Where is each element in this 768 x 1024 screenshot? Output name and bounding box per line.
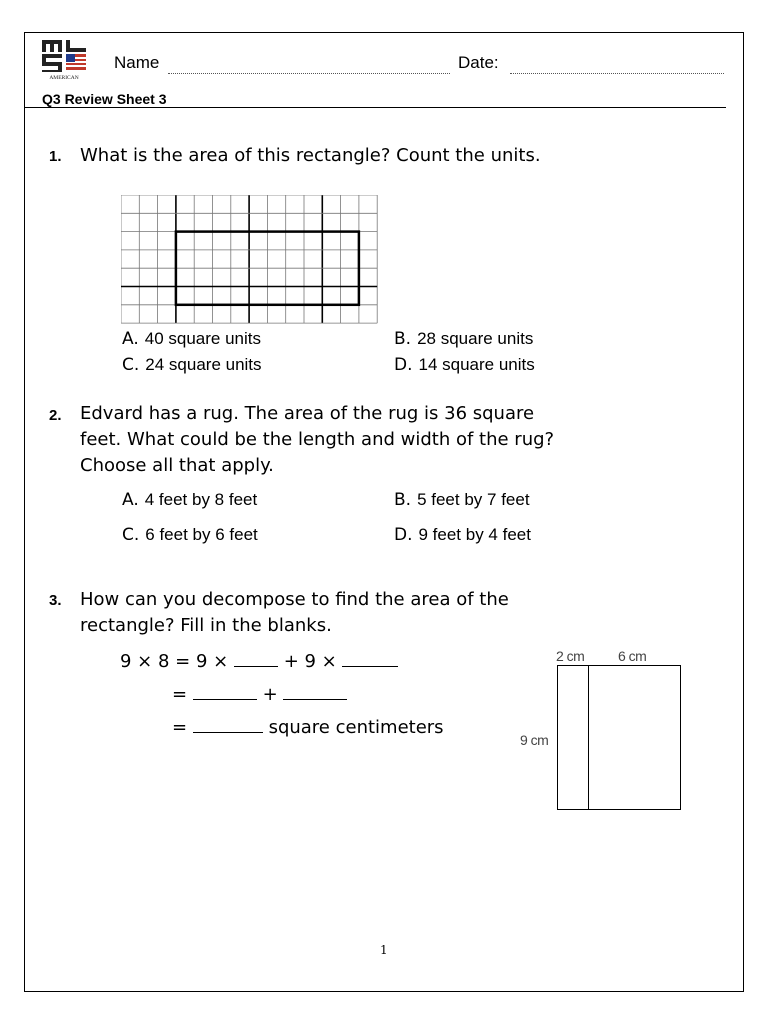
question-1-number: 1. bbox=[49, 148, 62, 165]
question-2-text-line-1: Edvard has a rug. The area of the rug is 36 square bbox=[80, 403, 535, 424]
blank-3[interactable] bbox=[193, 683, 257, 700]
area-grid-figure bbox=[121, 195, 379, 325]
logo-subtext: AMERICAN bbox=[49, 75, 79, 80]
choice-letter: B. bbox=[394, 329, 412, 349]
question-3-text-line-1: How can you decompose to find the area of the bbox=[80, 589, 509, 610]
name-field-line[interactable] bbox=[168, 73, 450, 74]
choice-letter: C. bbox=[122, 525, 140, 545]
height-label-9cm: 9 cm bbox=[520, 732, 549, 748]
question-2-choice-c[interactable] bbox=[122, 525, 258, 545]
choice-text: 9 feet by 4 feet bbox=[418, 525, 531, 544]
question-1-text: What is the area of this rectangle? Count the units. bbox=[80, 145, 541, 166]
name-label: Name bbox=[114, 53, 160, 72]
choice-text: 6 feet by 6 feet bbox=[145, 525, 258, 544]
header-divider bbox=[24, 107, 726, 108]
mls-american-logo bbox=[40, 36, 88, 80]
choice-letter: C. bbox=[122, 355, 140, 375]
question-2-choice-b[interactable] bbox=[394, 490, 530, 510]
choice-text: 5 feet by 7 feet bbox=[417, 490, 530, 509]
plus-sign: + bbox=[262, 684, 278, 705]
width-label-2cm: 2 cm bbox=[556, 648, 585, 664]
question-3-text-line-2: rectangle? Fill in the blanks. bbox=[80, 615, 332, 636]
equation-part: + 9 × bbox=[283, 651, 337, 672]
equation-line-2 bbox=[172, 682, 347, 708]
choice-letter: A. bbox=[122, 490, 139, 510]
choice-text: 14 square units bbox=[418, 355, 535, 374]
choice-text: 40 square units bbox=[144, 329, 261, 348]
question-1-choice-c[interactable] bbox=[122, 355, 262, 375]
equation-part: 9 × 8 = 9 × bbox=[120, 651, 229, 672]
question-1-choice-d[interactable] bbox=[394, 355, 535, 375]
question-3-number: 3. bbox=[49, 592, 62, 609]
worksheet-page bbox=[24, 32, 744, 992]
equals-sign: = bbox=[172, 717, 188, 738]
choice-letter: D. bbox=[394, 355, 413, 375]
blank-4[interactable] bbox=[283, 683, 347, 700]
width-label-6cm: 6 cm bbox=[618, 648, 647, 664]
choice-text: 4 feet by 8 feet bbox=[144, 490, 258, 509]
equals-sign: = bbox=[172, 684, 188, 705]
question-2-number: 2. bbox=[49, 407, 62, 424]
question-2-choice-d[interactable] bbox=[394, 525, 531, 545]
equation-line-1 bbox=[120, 649, 398, 675]
choice-text: 28 square units bbox=[417, 329, 534, 348]
rectangle-divider bbox=[588, 665, 589, 810]
choice-letter: D. bbox=[394, 525, 413, 545]
blank-5[interactable] bbox=[193, 716, 263, 733]
choice-letter: A. bbox=[122, 329, 139, 349]
question-2-text-line-3: Choose all that apply. bbox=[80, 455, 274, 476]
units-text: square centimeters bbox=[268, 717, 444, 738]
choice-text: 24 square units bbox=[145, 355, 262, 374]
worksheet-title: Q3 Review Sheet 3 bbox=[42, 91, 167, 107]
blank-2[interactable] bbox=[342, 650, 398, 667]
choice-letter: B. bbox=[394, 490, 412, 510]
question-1-choice-a[interactable] bbox=[122, 329, 261, 349]
question-2-text-line-2: feet. What could be the length and width of the rug? bbox=[80, 429, 555, 450]
blank-1[interactable] bbox=[234, 650, 278, 667]
page-number: 1 bbox=[380, 943, 388, 957]
date-field-line[interactable] bbox=[510, 73, 724, 74]
decomposed-rectangle bbox=[557, 665, 681, 810]
equation-line-3 bbox=[172, 715, 444, 741]
date-label: Date: bbox=[458, 53, 499, 72]
question-1-choice-b[interactable] bbox=[394, 329, 533, 349]
question-2-choice-a[interactable] bbox=[122, 490, 257, 510]
